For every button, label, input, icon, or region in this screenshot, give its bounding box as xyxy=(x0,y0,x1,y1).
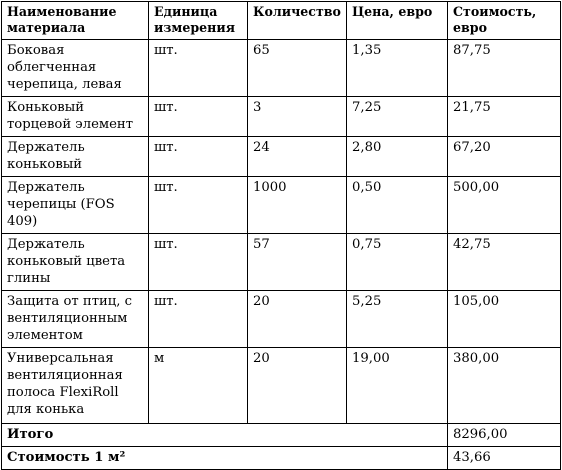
table-row xyxy=(2,348,561,424)
materials-cost-table xyxy=(1,1,561,470)
cell-material-name: Защита от птиц, с вентиляционным элементом xyxy=(2,291,149,348)
cell-cost: 105,00 xyxy=(448,291,561,348)
table-row xyxy=(2,40,561,97)
header-cost: Стоимость, евро xyxy=(448,2,561,40)
cell-cost: 21,75 xyxy=(448,97,561,137)
cost-per-m2-row xyxy=(2,447,561,470)
cell-price: 0,75 xyxy=(347,234,448,291)
cell-quantity: 57 xyxy=(248,234,347,291)
header-unit: Единица измерения xyxy=(149,2,248,40)
cell-quantity: 20 xyxy=(248,291,347,348)
cell-material-name: Универсальная вентиляционная полоса FlexiRoll для конька xyxy=(2,348,149,424)
total-label: Итого xyxy=(2,424,448,447)
header-quantity: Количество xyxy=(248,2,347,40)
cell-material-name: Боковая облегченная черепица, левая xyxy=(2,40,149,97)
cell-unit: шт. xyxy=(149,291,248,348)
cell-quantity: 20 xyxy=(248,348,347,424)
cell-cost: 500,00 xyxy=(448,177,561,234)
cell-cost: 67,20 xyxy=(448,137,561,177)
table-row xyxy=(2,177,561,234)
cell-price: 19,00 xyxy=(347,348,448,424)
cell-price: 2,80 xyxy=(347,137,448,177)
cost-per-m2-label: Стоимость 1 м² xyxy=(2,447,448,470)
table-row xyxy=(2,97,561,137)
cell-unit: шт. xyxy=(149,234,248,291)
header-price: Цена, евро xyxy=(347,2,448,40)
table-header-row xyxy=(2,2,561,40)
cell-cost: 42,75 xyxy=(448,234,561,291)
cell-unit: шт. xyxy=(149,137,248,177)
table-row xyxy=(2,291,561,348)
total-row xyxy=(2,424,561,447)
cell-unit: шт. xyxy=(149,177,248,234)
cell-unit: шт. xyxy=(149,97,248,137)
cost-per-m2-value: 43,66 xyxy=(448,447,561,470)
cell-price: 7,25 xyxy=(347,97,448,137)
cell-price: 5,25 xyxy=(347,291,448,348)
cell-unit: шт. xyxy=(149,40,248,97)
cell-quantity: 3 xyxy=(248,97,347,137)
cell-cost: 380,00 xyxy=(448,348,561,424)
header-material-name: Наименование материала xyxy=(2,2,149,40)
cell-price: 1,35 xyxy=(347,40,448,97)
cell-material-name: Коньковый торцевой элемент xyxy=(2,97,149,137)
cell-cost: 87,75 xyxy=(448,40,561,97)
cell-material-name: Держатель коньковый xyxy=(2,137,149,177)
cell-quantity: 65 xyxy=(248,40,347,97)
cell-material-name: Держатель коньковый цвета глины xyxy=(2,234,149,291)
table-row xyxy=(2,234,561,291)
cell-material-name xyxy=(2,177,149,234)
cell-quantity: 24 xyxy=(248,137,347,177)
material-name-text: Держатель черепицы (FOS 409) xyxy=(7,180,115,229)
cell-price: 0,50 xyxy=(347,177,448,234)
table-row xyxy=(2,137,561,177)
total-value: 8296,00 xyxy=(448,424,561,447)
cell-quantity: 1000 xyxy=(248,177,347,234)
cell-unit: м xyxy=(149,348,248,424)
